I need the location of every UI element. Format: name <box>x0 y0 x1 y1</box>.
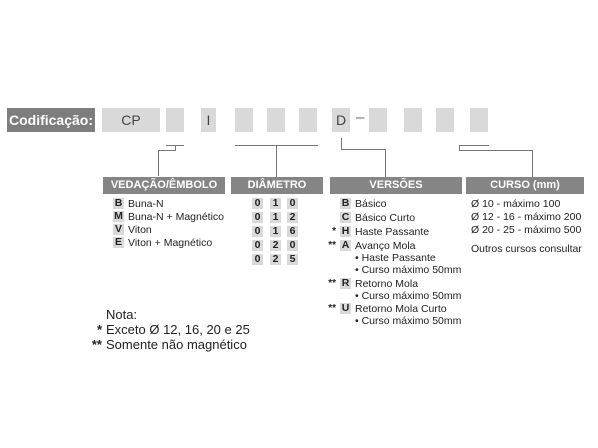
diameter-slot-2 <box>267 108 285 132</box>
diametro-digit: 0 <box>252 198 263 209</box>
diametro-digit: 0 <box>252 254 263 265</box>
diametro-digit: 1 <box>270 226 281 237</box>
versao-label: Retorno Mola Curto <box>355 303 447 315</box>
vedacao-code: B <box>114 197 123 209</box>
vedacao-label: Viton + Magnético <box>128 237 213 249</box>
diametro-digit: 6 <box>287 226 298 237</box>
diametro-digit: 2 <box>287 212 298 223</box>
version-letter-box: D <box>332 108 350 132</box>
versao-code: A <box>341 239 350 251</box>
diametro-header: DIÂMETRO <box>231 177 323 194</box>
versao-label: Haste Passante <box>355 226 430 238</box>
diametro-digit: 5 <box>287 254 298 265</box>
vedacao-label: Viton <box>128 224 152 236</box>
diametro-digit: 2 <box>270 254 281 265</box>
curso-slot-2 <box>404 108 422 132</box>
vedacao-code: M <box>114 210 123 222</box>
diameter-slot-1 <box>235 108 253 132</box>
versao-mark: ** <box>328 303 336 314</box>
nota-text: Somente não magnético <box>106 337 247 352</box>
diametro-digit: 1 <box>270 198 281 209</box>
versao-detail: • Haste Passante <box>355 252 436 264</box>
nota-mark: ** <box>91 337 102 352</box>
versao-label: Retorno Mola <box>355 278 419 290</box>
prefix-box: CP <box>102 108 160 132</box>
versao-mark: ** <box>328 240 336 251</box>
diametro-digit: 2 <box>270 240 281 251</box>
versoes-header: VERSÕES <box>330 177 462 194</box>
diametro-digit: 0 <box>252 212 263 223</box>
vedacao-slot <box>166 108 184 132</box>
versao-detail: • Curso máximo 50mm <box>355 264 462 276</box>
codificacao-label: Codificação: <box>7 108 95 132</box>
versao-detail: • Curso máximo 50mm <box>355 315 462 327</box>
curso-line: Ø 10 - máximo 100 <box>471 198 561 210</box>
versao-code: U <box>341 302 350 314</box>
nota-mark: * <box>96 322 102 337</box>
curso-line: Ø 20 - 25 - máximo 500 <box>471 224 582 236</box>
versao-label: Avanço Mola <box>355 240 416 252</box>
versao-detail: • Curso máximo 50mm <box>355 290 462 302</box>
diameter-slot-3 <box>299 108 317 132</box>
diametro-digit: 1 <box>270 212 281 223</box>
vedacao-code: V <box>114 223 122 235</box>
versao-mark: * <box>332 226 336 237</box>
versao-mark: ** <box>328 278 336 289</box>
curso-note: Outros cursos consultar <box>471 243 582 255</box>
code-dash: – <box>356 109 365 126</box>
vedacao-header: VEDAÇÃO/ÊMBOLO <box>103 177 225 194</box>
versao-code: H <box>341 225 350 237</box>
curso-slot-4 <box>470 108 488 132</box>
diametro-digit: 0 <box>287 198 298 209</box>
versao-code: B <box>341 197 350 209</box>
nota-text: Exceto Ø 12, 16, 20 e 25 <box>106 322 250 337</box>
versao-label: Básico Curto <box>355 212 416 224</box>
curso-header: CURSO (mm) <box>466 177 584 194</box>
nota-title: Nota: <box>106 307 138 322</box>
diametro-digit: 0 <box>287 240 298 251</box>
versao-code: C <box>341 211 350 223</box>
curso-line: Ø 12 - 16 - máximo 200 <box>471 211 582 223</box>
vedacao-code: E <box>114 236 122 248</box>
diametro-digit: 0 <box>252 226 263 237</box>
versao-code: R <box>341 277 350 289</box>
vedacao-label: Buna-N <box>128 198 164 210</box>
diametro-digit: 0 <box>252 240 263 251</box>
versao-label: Básico <box>355 198 387 210</box>
curso-slot-1 <box>369 108 387 132</box>
middle-letter-box: I <box>201 108 216 132</box>
curso-slot-3 <box>436 108 454 132</box>
vedacao-label: Buna-N + Magnético <box>128 211 225 223</box>
